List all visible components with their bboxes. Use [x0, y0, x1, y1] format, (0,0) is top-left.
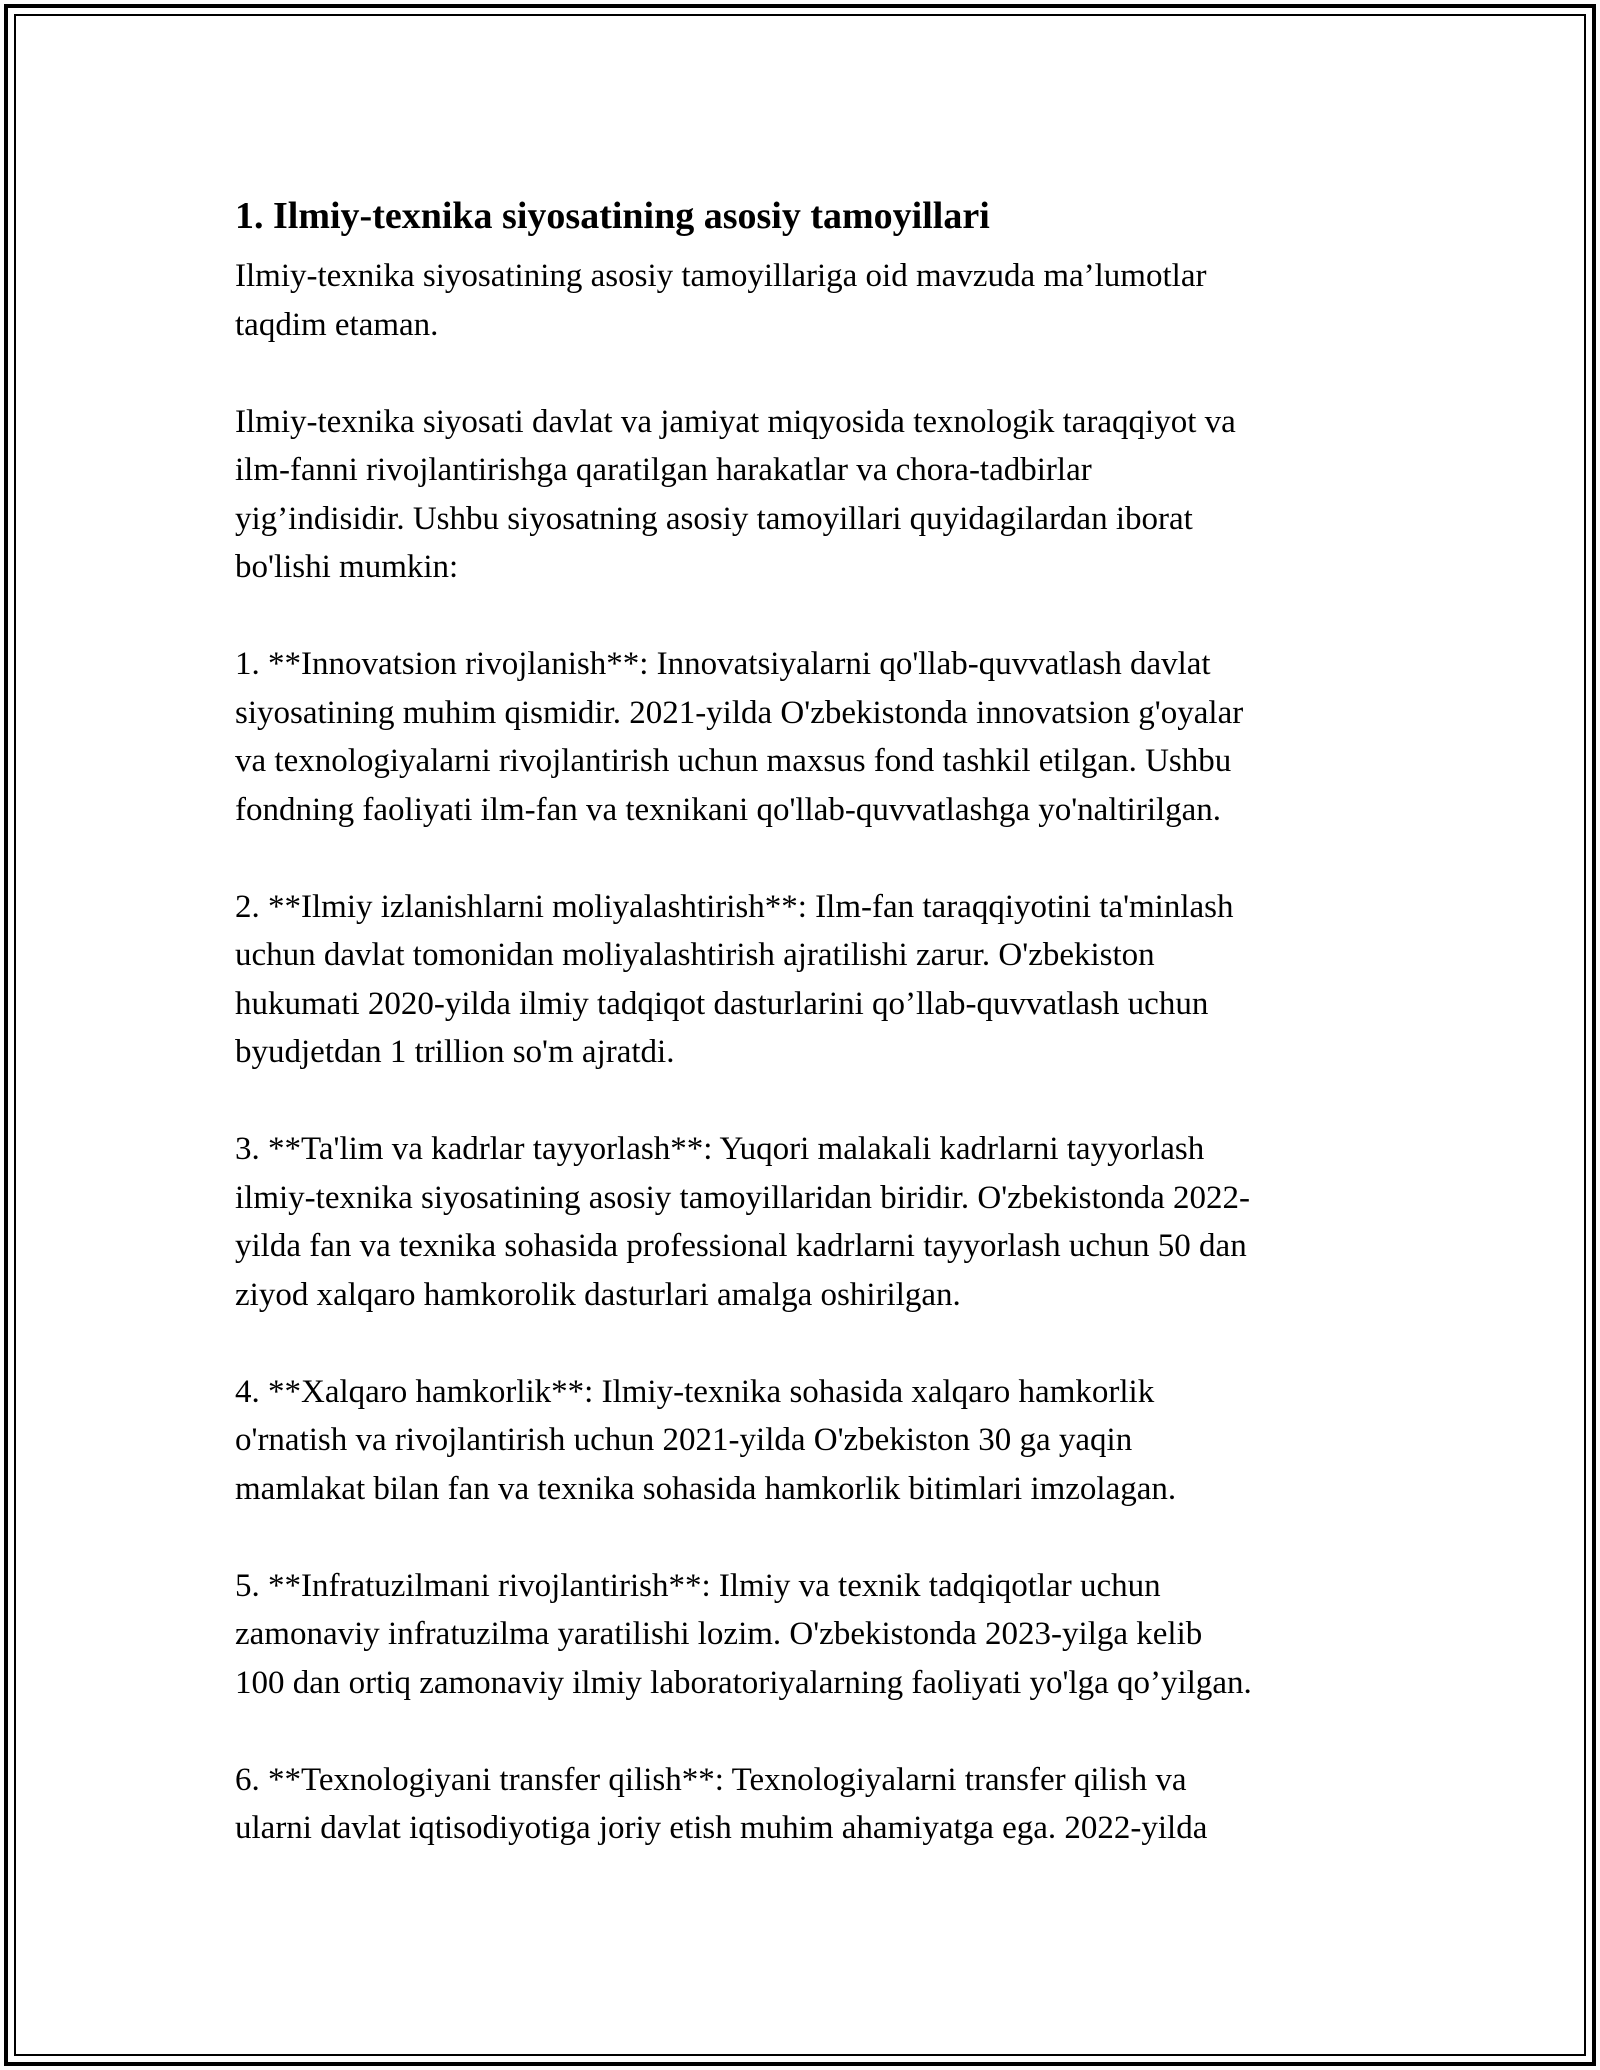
text-line: zamonaviy infratuzilma yaratilishi lozim. O'zbekistonda 2023-yilga kelib: [235, 1616, 1203, 1652]
text-line: va texnologiyalarni rivojlantirish uchun maxsus fond tashkil etilgan. Ushbu: [235, 743, 1232, 779]
text-line: 2. **Ilmiy izlanishlarni moliyalashtirish**: Ilm-fan taraqqiyotini ta'minlash: [235, 888, 1234, 925]
text-line: hukumati 2020-yilda ilmiy tadqiqot dasturlarini qo’llab-quvvatlash uchun: [235, 985, 1209, 1022]
text-line: o'rnatish va rivojlantirish uchun 2021-yilda O'zbekiston 30 ga yaqin: [235, 1422, 1133, 1458]
text-line: siyosatining muhim qismidir. 2021-yilda O'zbekistonda innovatsion g'oyalar: [235, 694, 1244, 731]
text-line: 5. **Infratuzilmani rivojlantirish**: Ilmiy va texnik tadqiqotlar uchun: [235, 1567, 1161, 1604]
text-line: byudjetdan 1 trillion so'm ajratdi.: [235, 1034, 675, 1070]
document-body: [235, 188, 1375, 1901]
text-line: 6. **Texnologiyani transfer qilish**: Texnologiyalarni transfer qilish va: [235, 1761, 1187, 1798]
list-item-infrastructure: [235, 1562, 1375, 1708]
list-item-innovation: [235, 640, 1375, 834]
text-line: 3. **Ta'lim va kadrlar tayyorlash**: Yuqori malakali kadrlarni tayyorlash: [235, 1131, 1205, 1167]
text-line: taqdim etaman.: [235, 306, 439, 343]
text-line: uchun davlat tomonidan moliyalashtirish ajratilishi zarur. O'zbekiston: [235, 937, 1155, 973]
text-line: fondning faoliyati ilm-fan va texnikani qo'llab-quvvatlashga yo'naltirilgan.: [235, 791, 1222, 828]
list-item-funding: [235, 883, 1375, 1077]
text-line: 4. **Xalqaro hamkorlik**: Ilmiy-texnika sohasida xalqaro hamkorlik: [235, 1373, 1155, 1410]
text-line: ilmiy-texnika siyosatining asosiy tamoyillaridan biridir. O'zbekistonda 2022-: [235, 1179, 1251, 1216]
document-title: 1. Ilmiy-texnika siyosatining asosiy tamoyillari: [235, 195, 990, 237]
text-line: yilda fan va texnika sohasida professional kadrlarni tayyorlash uchun 50 dan: [235, 1228, 1247, 1264]
text-line: yig’indisidir. Ushbu siyosatning asosiy tamoyillari quyidagilardan iborat: [235, 500, 1193, 537]
text-line: Ilmiy-texnika siyosatining asosiy tamoyillariga oid mavzuda ma’lumotlar: [235, 258, 1207, 294]
text-line: ularni davlat iqtisodiyotiga joriy etish muhim ahamiyatga ega. 2022-yilda: [235, 1810, 1208, 1846]
list-item-technology-transfer: [235, 1756, 1375, 1853]
text-line: Ilmiy-texnika siyosati davlat va jamiyat miqyosida texnologik taraqqiyot va: [235, 403, 1236, 440]
text-line: 100 dan ortiq zamonaviy ilmiy laboratoriyalarning faoliyati yo'lga qo’yilgan.: [235, 1664, 1252, 1701]
list-item-education: [235, 1125, 1375, 1319]
text-line: bo'lishi mumkin:: [235, 549, 459, 585]
text-line: 1. **Innovatsion rivojlanish**: Innovatsiyalarni qo'llab-quvvatlash davlat: [235, 646, 1211, 682]
text-line: mamlakat bilan fan va texnika sohasida hamkorlik bitimlari imzolagan.: [235, 1470, 1177, 1507]
paragraph-definition: [235, 398, 1375, 592]
text-line: ilm-fanni rivojlantirishga qaratilgan harakatlar va chora-tadbirlar: [235, 452, 1092, 488]
paragraph-intro: [235, 252, 1375, 349]
text-line: ziyod xalqaro hamkorolik dasturlari amalga oshirilgan.: [235, 1276, 961, 1313]
list-item-cooperation: [235, 1368, 1375, 1514]
